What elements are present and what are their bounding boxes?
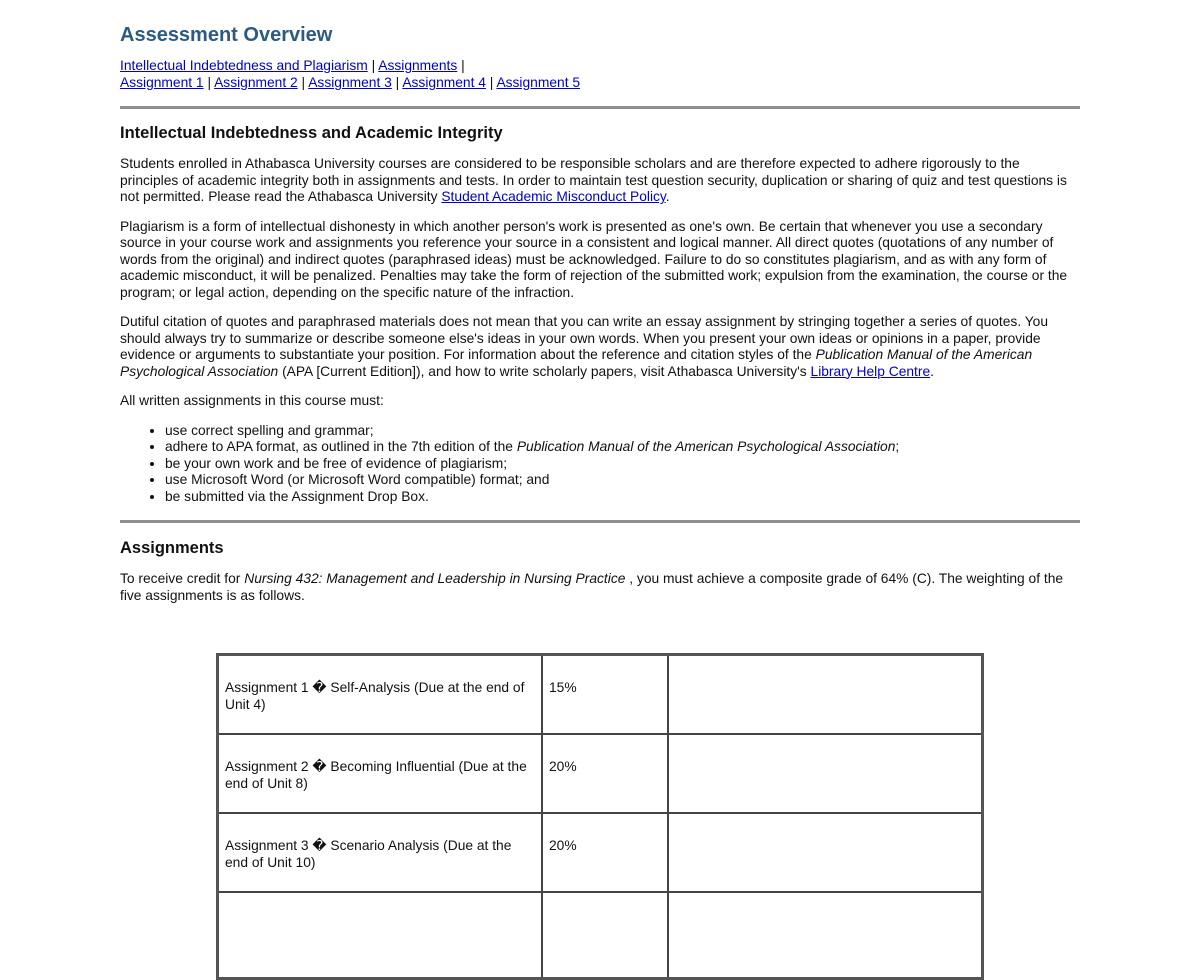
table-empty-cell [668, 813, 983, 892]
requirements-list [120, 423, 1080, 506]
table-row [218, 813, 983, 892]
table-row [218, 655, 983, 735]
nav-separator: | [461, 58, 465, 73]
integrity-p1-text: Students enrolled in Athabasca University courses are considered to be responsible scholars and are therefore expected to adhere rigorously to the principles of academic integrity both in assignments and tests. In order to maintain test question security, duplication or sharing of quiz and test questions is not permitted. Please read the Athabasca University [120, 156, 1067, 204]
list-item: • be your own work and be free of evidence of plagiarism; [165, 456, 1080, 473]
assignment-weight-cell: 20% [542, 813, 668, 892]
nav-link-assignments[interactable]: Assignments [378, 58, 458, 73]
assignment-weight-cell: 20% [542, 734, 668, 813]
nav-link-plagiarism[interactable]: Intellectual Indebtedness and Plagiarism [120, 58, 368, 73]
nav-separator: | [489, 75, 494, 90]
assignments-intro [120, 571, 1080, 604]
table-row [218, 892, 983, 979]
list-item: • use Microsoft Word (or Microsoft Word compatible) format; and [165, 472, 1080, 489]
library-help-centre-link[interactable]: Library Help Centre [810, 363, 931, 379]
section-divider [120, 106, 1080, 109]
integrity-heading: Intellectual Indebtedness and Academic Integrity [120, 124, 503, 142]
nav-separator: | [207, 75, 212, 90]
assignment-name-cell: Assignment 1 � Self-Analysis (Due at the end of Unit 4) [218, 655, 543, 735]
list-item: • be submitted via the Assignment Drop Box. [165, 489, 1080, 506]
assignment-name-cell: Assignment 2 � Becoming Influential (Due at the end of Unit 8) [218, 734, 543, 813]
assignment-weight-cell: 15% [542, 655, 668, 735]
nav-separator: | [371, 58, 376, 73]
apa-manual-title: Publication Manual of the American Psychological Association [120, 347, 1033, 379]
list-item [165, 439, 1080, 456]
course-name: Nursing 432: Management and Leadership in Nursing Practice [244, 571, 626, 587]
assignments-heading: Assignments [120, 539, 224, 558]
integrity-p3-end: . [930, 363, 934, 379]
table-empty-cell [668, 655, 983, 735]
list-item-text: ; [895, 439, 900, 455]
assignment-name-cell [218, 892, 543, 979]
apa-manual-title: Publication Manual of the American Psychological Association [516, 439, 896, 455]
assignments-intro-text: To receive credit for [120, 571, 241, 587]
assignment-weight-cell [542, 892, 668, 979]
table-empty-cell [668, 892, 983, 979]
integrity-paragraph-1 [120, 156, 1080, 206]
table-empty-cell [668, 734, 983, 813]
section-nav [120, 57, 1080, 91]
assignments-intro-text: , you must achieve a composite grade of 64% (C). The weighting of the five assignments is as follows. [120, 571, 1064, 603]
nav-link-assignment-1[interactable]: Assignment 1 [120, 75, 204, 90]
integrity-p1-end: . [665, 189, 670, 204]
integrity-paragraph-3 [120, 314, 1080, 380]
list-item-text: adhere to APA format, as outlined in the 7th edition of the [165, 439, 513, 455]
nav-link-assignment-2[interactable]: Assignment 2 [214, 75, 298, 90]
nav-link-assignment-4[interactable]: Assignment 4 [402, 75, 486, 90]
page-title: Assessment Overview [120, 24, 333, 46]
requirements-intro: All written assignments in this course must: [120, 393, 384, 408]
nav-link-assignment-5[interactable]: Assignment 5 [496, 75, 581, 90]
integrity-p3-text: Dutiful citation of quotes and paraphrased materials does not mean that you can write an essay assignment by stringing together a series of quotes. You should always try to summarize or describe someone else's ideas in your own words. When you present your own ideas or opinions in a paper, provide evidence or arguments to substantiate your position. For information about the reference and citation styles of the [120, 314, 1049, 362]
assignment-weights-table [216, 653, 984, 980]
section-divider [120, 520, 1080, 523]
nav-separator: | [395, 75, 400, 90]
assignment-name-cell: Assignment 3 � Scenario Analysis (Due at the end of Unit 10) [218, 813, 543, 892]
misconduct-policy-link[interactable]: Student Academic Misconduct Policy [441, 189, 666, 204]
table-row [218, 734, 983, 813]
list-item: • use correct spelling and grammar; [165, 423, 1080, 440]
nav-separator: | [301, 75, 306, 90]
nav-link-assignment-3[interactable]: Assignment 3 [308, 75, 392, 90]
integrity-paragraph-2: Plagiarism is a form of intellectual dishonesty in which another person's work is presented as one's own. Be certain that whenever you use a secondary source in your course work and assignments you reference your source in a consistent and logical manner. All direct quotes (quotations of any number of words from the original) and indirect quotes (paraphrased ideas) must be acknowledged. Failure to do so constitutes plagiarism, and as with any form of academic misconduct, it will be penalized. Penalties may take the form of rejection of the submitted work; expulsion from the examination, the course or the program; or legal action, depending on the specific nature of the infraction. [120, 218, 1068, 300]
page-content [120, 0, 1080, 870]
integrity-p3-mid: (APA [Current Edition]), and how to write scholarly papers, visit Athabasca University's [282, 363, 807, 379]
